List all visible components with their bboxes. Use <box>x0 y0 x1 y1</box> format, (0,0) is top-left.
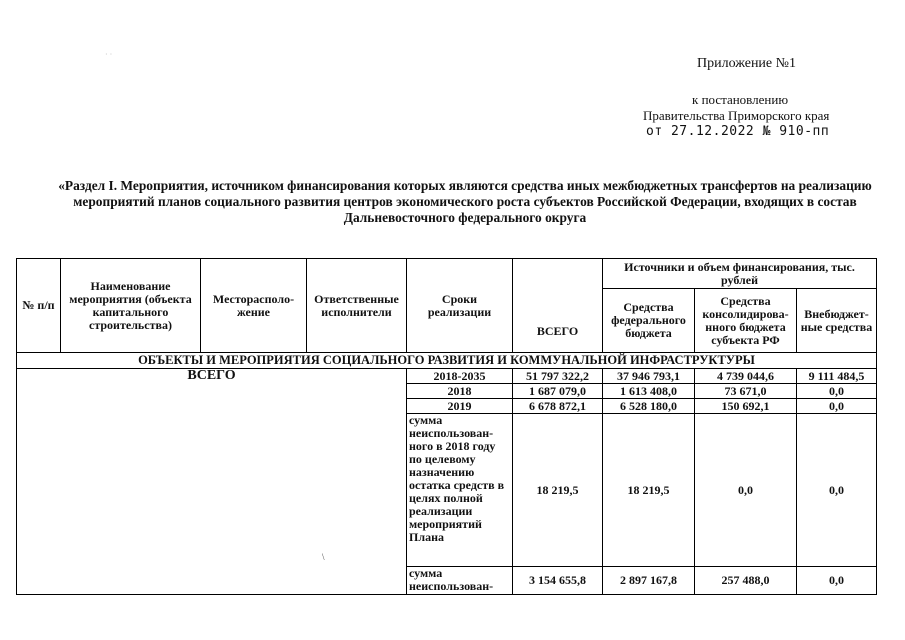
row-federal: 2 897 167,8 <box>603 567 695 595</box>
funding-table <box>16 258 877 595</box>
row-period: 2019 <box>407 399 513 414</box>
row-federal: 1 613 408,0 <box>603 384 695 399</box>
row-offbudget: 0,0 <box>797 567 877 595</box>
row-total: 18 219,5 <box>513 414 603 567</box>
section-title: ОБЪЕКТЫ И МЕРОПРИЯТИЯ СОЦИАЛЬНОГО РАЗВИТИЯ И КОММУНАЛЬНОЙ ИНФРАСТРУКТУРЫ <box>17 353 877 369</box>
row-regional: 0,0 <box>695 414 797 567</box>
total-label: ВСЕГО <box>17 369 407 595</box>
row-period: сумма неиспользован-ного в 2018 году по целевому назначению остатка средств в целях полной реализации мероприятий Плана <box>407 414 513 567</box>
row-offbudget: 9 111 484,5 <box>797 369 877 384</box>
header-funding-group: Источники и объем финансирования, тыс. рублей <box>603 259 877 289</box>
row-offbudget: 0,0 <box>797 384 877 399</box>
header-name: Наименование мероприятия (объекта капитального строительства) <box>61 259 201 353</box>
row-regional: 73 671,0 <box>695 384 797 399</box>
row-period: 2018-2035 <box>407 369 513 384</box>
header-terms: Сроки реализации <box>407 259 513 353</box>
row-total: 3 154 655,8 <box>513 567 603 595</box>
header-total: ВСЕГО <box>513 259 603 353</box>
header-num: № п/п <box>17 259 61 353</box>
appendix-title: Приложение №1 <box>697 56 796 71</box>
appendix-line-1: к постановлению <box>692 92 789 107</box>
row-offbudget: 0,0 <box>797 399 877 414</box>
scan-speck-mid: \ <box>322 552 325 562</box>
appendix-line-2: Правительства Приморского края <box>643 108 830 123</box>
row-federal: 37 946 793,1 <box>603 369 695 384</box>
row-regional: 4 739 044,6 <box>695 369 797 384</box>
row-regional: 150 692,1 <box>695 399 797 414</box>
row-period: сумма неиспользован- <box>407 567 513 595</box>
row-federal: 18 219,5 <box>603 414 695 567</box>
header-federal: Средства федерального бюджета <box>603 289 695 353</box>
header-offbudget: Внебюджет-ные средства <box>797 289 877 353</box>
row-total: 1 687 079,0 <box>513 384 603 399</box>
row-total: 6 678 872,1 <box>513 399 603 414</box>
row-regional: 257 488,0 <box>695 567 797 595</box>
table-row <box>17 369 877 384</box>
scan-speck: · · <box>105 50 113 59</box>
header-regional: Средства консолидирова-нного бюджета субъекта РФ <box>695 289 797 353</box>
row-federal: 6 528 180,0 <box>603 399 695 414</box>
appendix-line-3: от 27.12.2022 № 910-пп <box>646 124 830 139</box>
section-heading: «Раздел I. Мероприятия, источником финансирования которых являются средства иных межбюджетных трансфертов на реализацию мероприятий планов социального развития центров экономического роста субъектов Российской Федерации, входящих в состав Дальневосточного федерального округа <box>58 178 872 225</box>
header-location: Месторасполо-жение <box>201 259 307 353</box>
row-offbudget: 0,0 <box>797 414 877 567</box>
row-period: 2018 <box>407 384 513 399</box>
row-total: 51 797 322,2 <box>513 369 603 384</box>
header-executors: Ответственные исполнители <box>307 259 407 353</box>
